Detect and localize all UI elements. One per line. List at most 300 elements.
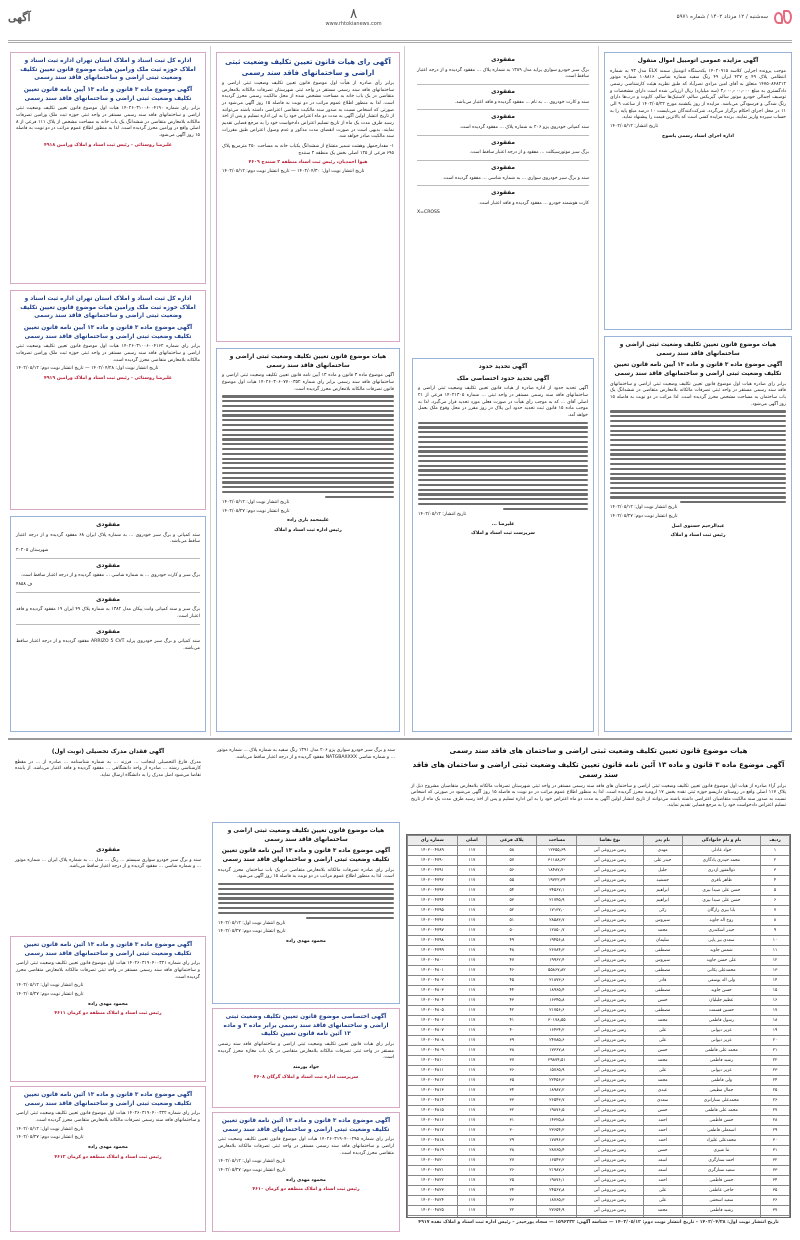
table-cell: ۵۱ <box>487 916 537 926</box>
table-cell: ۵۲ <box>487 906 537 916</box>
lost-heading: مفقودی <box>491 139 515 146</box>
table-cell: سعدی بیر پاپی <box>682 936 760 946</box>
table-cell: ۴۸ <box>487 946 537 956</box>
table-cell: ظاهر باقری <box>682 876 760 886</box>
table-cell: ۲۴۵۶۷٫۸ <box>537 1186 577 1196</box>
table-cell: ۵۵ <box>487 876 537 886</box>
table-cell: حاجی عاطفی <box>682 1186 760 1196</box>
table-cell: احمد <box>643 1116 682 1126</box>
table-cell: ۲۱ <box>761 1046 790 1056</box>
table-cell: ۱۴۰۲۰۰۴۷۹۰ <box>408 856 458 866</box>
table-cell: ۱۴۰۲۰۰۴۷۹۱ <box>408 866 458 876</box>
table-cell: زمین مزروعی آبی <box>577 1136 643 1146</box>
table-cell: زمین مزروعی آبی <box>577 916 643 926</box>
table-cell <box>537 1216 577 1219</box>
auction-signature: اداره اجرای اسناد رسمی یاسوج <box>662 133 734 139</box>
table-cell: ۱۱۷ <box>457 906 487 916</box>
column-header: شماره رای <box>408 836 458 846</box>
table-cell: ۴۵ <box>487 976 537 986</box>
newspaper-logo-icon <box>774 9 792 27</box>
table-cell: ۲۹۸۷۴٫۵۱ <box>537 1056 577 1066</box>
table-cell: ۱۱۷ <box>457 886 487 896</box>
table-cell: ۲۷ <box>487 1156 537 1166</box>
table-cell: سعید اسحقی <box>682 1196 760 1206</box>
table-cell: حیدر اسکندری <box>682 926 760 936</box>
table-cell <box>577 1216 643 1219</box>
table-cell: زمین مزروعی آبی <box>577 846 643 856</box>
notice-signer: علیمحمد باری زاده <box>287 518 329 524</box>
table-cell: ۵۸ <box>487 846 537 856</box>
table-cell: زمین مزروعی آبی <box>577 896 643 906</box>
kerman-date2: تاریخ انتشار نوبت دوم: ۱۴۰۲/۰۵/۲۷ <box>218 1168 286 1173</box>
table-cell: ۱۱۷ <box>457 1166 487 1176</box>
varamin-subtitle: آگهی موضوع ماده ۳ قانون و ماده ۱۳ آیین نامه قانون تعیین تکلیف وضعیت ثبتی اراضی و ساختمانهای فاقد سند رسمی <box>23 325 193 340</box>
kerman-date1: تاریخ انتشار نوبت اول: ۱۴۰۲/۰۵/۱۲ <box>16 983 84 989</box>
table-cell: ۶ <box>761 896 790 906</box>
lost-items-column <box>412 52 594 352</box>
notice-body: برابر رای صادره هیات اول موضوع قانون تعیین تکلیف وضعیت ثبتی اراضی و ساختمانهای فاقد سند رسمی مستقر در واحد ثبتی تصرفات مالکانه بلامعارض متقاضی در ششدانگ یک باب ساختمان به مساحت مشخص محرز گردیده است. لذا مراتب در دو نوبت به فاصله ۱۵ روز آگهی می‌شود. <box>610 381 786 407</box>
table-cell: ۱۴۰۲۰۰۴۸۲۲ <box>408 1176 458 1186</box>
boundary-date: تاریخ انتشار: ۱۴۰۲/۰۵/۱۲ <box>418 511 467 517</box>
table-cell: ۱۴۰۲۰۰۴۷۹۶ <box>408 916 458 926</box>
lost-item: کارت هوشمند خودرو ... مفقود گردیده و فاقد اعتبار است. <box>478 201 589 207</box>
table-cell: علی <box>643 1066 682 1076</box>
table-cell: ۲۳۶۵۴٫۲ <box>537 1126 577 1136</box>
column-header: نام و نام خانوادگی <box>682 836 760 846</box>
table-cell: ۱۱۷ <box>457 876 487 886</box>
table-cell: عزیز دیوانی <box>682 1026 760 1036</box>
boundary-signer: علیرضا ... <box>491 521 515 527</box>
table-cell: ۳ <box>761 866 790 876</box>
table-cell: ۱۱ <box>761 946 790 956</box>
table-cell: ۱۱۷ <box>457 846 487 856</box>
table-row <box>408 986 790 996</box>
table-cell: زمین مزروعی آبی <box>577 1076 643 1086</box>
table-cell: رشید فاطمی <box>682 1056 760 1066</box>
lost-notice-bottom <box>10 842 206 932</box>
table-cell: ۱۹۹۶۲٫۴ <box>537 956 577 966</box>
table-notice-body: برابر آراء صادره از هیات اول موضوع قانون تعیین تکلیف وضعیت ثبتی اراضی و ساختمان های فاقد سند رسمی مستقر در واحد ثبتی شهرستان تصرفات مالکانه بلامعارض متقاضیان مشروح ذیل از پلاک ۱۱۷ اصلی واقع در روستای داریسو حوزه ثبتی نقده بخش ۱۷ ارومیه محرز گردیده است. لذا به منظور اطلاع عموم مراتب در دو نوبت به فاصله ۱۵ روز آگهی می‌شود در صورتی که اشخاص نسبت به صدور سند مالکیت متقاضیان اعتراضی داشته باشند می‌توانند از تاریخ انتشار اولین آگهی به مدت دو ماه اعتراض خود را به این اداره تسلیم و پس از اخذ رسید ظرف مدت یک ماه از تاریخ تسلیم اعتراض دادخواست خود را به مرجع قضایی تقدیم نمایند. <box>411 783 787 809</box>
table-cell: علی <box>643 1196 682 1206</box>
kerman-notice-1 <box>10 936 206 1082</box>
kerman-date1: تاریخ انتشار نوبت اول: ۱۴۰۲/۰۵/۱۲ <box>218 1159 286 1165</box>
table-cell: حسن جاوید <box>682 986 760 996</box>
table-cell: ۲۱۸۷۳٫۶ <box>537 976 577 986</box>
varamin-notice-2 <box>10 290 206 510</box>
table-cell: ۱۶۴۳۴٫۲ <box>537 1026 577 1036</box>
table-cell: ۱۲۸۵۰٫۷ <box>537 926 577 936</box>
table-cell: ۱۱۷ <box>457 1066 487 1076</box>
table-cell: عبدی <box>643 1086 682 1096</box>
table-cell: ۱۴۰۲۰۰۴۸۰۳ <box>408 986 458 996</box>
site-url[interactable]: www.rhtokianews.com <box>325 21 382 28</box>
column-header: پلاک فرعی <box>487 836 537 846</box>
table-cell: ۳۲ <box>761 1156 790 1166</box>
table-cell: سلیمان <box>643 936 682 946</box>
lost-heading: مفقودی <box>491 190 515 197</box>
kerman-signer-title: رئیس ثبت اسناد و املاک منطقه دو کرمان ۴۶۱۰ <box>252 1187 360 1193</box>
table-row <box>408 1056 790 1066</box>
lost-item: سند کمپانی و برگ سبز خودروی ... به شماره پلاک ایران ۶۸ مفقود گردیده و از درجه اعتبار ساقط می‌باشد. <box>16 532 200 545</box>
table-cell: ۴ <box>761 876 790 886</box>
table-cell: ۴۷ <box>487 956 537 966</box>
table-cell: جلیل <box>643 866 682 876</box>
table-cell: سیروس <box>643 956 682 966</box>
kerman-signer: محمود مهدی زاده <box>286 1177 326 1183</box>
table-cell: ۱۱۷ <box>457 1106 487 1116</box>
table-cell: ۳۰۱۷۸٫۵۵ <box>537 1016 577 1026</box>
table-cell: زمین مزروعی آبی <box>577 906 643 916</box>
table-row <box>408 856 790 866</box>
table-cell: زمین مزروعی آبی <box>577 1116 643 1126</box>
table-cell: ۴۴ <box>487 986 537 996</box>
table-cell: جواد عادلی <box>682 846 760 856</box>
table-cell: ۲۶ <box>761 1096 790 1106</box>
vote-body: برابر رأی صادره از هیأت اول موضوع قانون تعیین تکلیف وضعیت ثبتی اراضی و ساختمانهای فاقد سند رسمی مستقر در واحد ثبتی شهرستان تصرفات مالکانه بلامعارض متقاضی در یک باب خانه به مساحت مشخص شده از محل مالکیت رسمی محرز گردیده است. لذا به منظور اطلاع عموم مراتب در دو نوبت به فاصله ۱۵ روز آگهی می‌شود در صورتی که اشخاص نسبت به صدور سند مالکیت متقاضی اعتراضی داشته باشند می‌توانند از تاریخ انتشار اولین آگهی به مدت دو ماه اعتراض خود را به این اداره تسلیم و پس از اخذ رسید ظرف مدت یک ماه از تاریخ تسلیم اعتراض دادخواست خود را به مرجع قضایی تقدیم نمایند. بدیهی است در صورت انقضای مدت مذکور و عدم وصول اعتراض طبق مقررات سند مالکیت صادر خواهد شد. <box>222 81 394 140</box>
varamin-subtitle: آگهی موضوع ماده ۳ قانون و ماده ۱۳ آیین نامه قانون تعیین تکلیف وضعیت ثبتی اراضی و ساختمانهای فاقد سند رسمی <box>23 87 193 102</box>
table-cell: ۳۳ <box>487 1096 537 1106</box>
column-header: مساحت <box>537 836 577 846</box>
lost-item: برگ سبز موتورسیکلت ... مفقود و از درجه اعتبار ساقط است. <box>469 150 589 156</box>
table-cell: ۱۴۳۲۵٫۸ <box>537 1116 577 1126</box>
kerman-body: برابر رای شماره ۱۴۰۲۶۰۳۱۹۰۴۰۰۲۹۵ هیات اول موضوع قانون تعیین تکلیف وضعیت ثبتی اراضی و ساختمانهای فاقد سند رسمی مستقر در واحد ثبتی تصرفات مالکانه بلامعارض متقاضی محرز گردیده است. <box>218 1137 394 1156</box>
kerman-date2: تاریخ انتشار نوبت دوم: ۱۴۰۲/۰۵/۲۷ <box>16 1135 84 1141</box>
table-cell: ۳۷ <box>761 1206 790 1216</box>
notice-title: هیات موضوع قانون تعیین تکلیف وضعیت ثبتی اراضی و ساختمانهای فاقد سند رسمی <box>619 342 777 357</box>
table-cell: مصطفی <box>643 966 682 976</box>
table-cell: ۴۰ <box>487 1026 537 1036</box>
notice-date2: تاریخ انتشار نوبت دوم: ۱۴۰۲/۰۵/۲۷ <box>610 514 678 520</box>
vote-title: آگهی رای هیات قانون تعیین تکلیف وضعیت ثبتی اراضی و ساختمانهای فاقد سند رسمی <box>225 58 391 77</box>
notice-date2: تاریخ انتشار نوبت دوم: ۱۴۰۲/۰۵/۲۷ <box>218 929 286 935</box>
table-cell: ۳۳ <box>761 1166 790 1176</box>
table-cell: زمین مزروعی آبی <box>577 1096 643 1106</box>
varamin-body: برابر رای شماره ۱۴۰۲۶۰۳۱۰۰۶۰۰۴۱۹۰ هیات اول موضوع قانون تعیین تکلیف وضعیت ثبتی اراضی و ساختمانهای فاقد سند رسمی مستقر در واحد ثبتی حوزه ثبت ملک ورامین تصرفات مالکانه بلامعارض متقاضی در ششدانگ یک باب خانه به مساحت مشخص از پلاک ۱۱۱ فرعی از ۸ اصلی واقع در ورامین محرز گردیده است. لذا به منظور اطلاع عموم مراتب در دو نوبت به فاصله ۱۵ روز آگهی می‌شود. <box>16 106 201 139</box>
table-cell: ۱۴۰۲۰۰۴۸۰۷ <box>408 1026 458 1036</box>
table-cell: سیروس <box>643 916 682 926</box>
table-cell: ۱۱۷ <box>457 1026 487 1036</box>
table-row <box>408 1216 790 1219</box>
vote-notice-sanandaj <box>216 52 400 342</box>
table-cell: ۱۴۰۲۰۰۴۸۰۰ <box>408 956 458 966</box>
table-cell: زمین مزروعی آبی <box>577 976 643 986</box>
table-cell: ۱۶۵۴۳٫۲ <box>537 1156 577 1166</box>
table-cell: ۲۸ <box>487 1146 537 1156</box>
table-cell <box>761 1216 790 1219</box>
hiyat-notice-col1 <box>604 336 792 732</box>
notice-signer-title: رئیس ثبت اسناد و املاک <box>670 533 726 539</box>
table-cell: عظیم جلیلیان <box>682 996 760 1006</box>
table-cell: ۳۸ <box>487 1046 537 1056</box>
table-cell: زمین مزروعی آبی <box>577 996 643 1006</box>
table-cell: ۴۶ <box>487 966 537 976</box>
table-cell: زمین مزروعی آبی <box>577 1056 643 1066</box>
table-cell: ۳۰ <box>487 1126 537 1136</box>
table-cell: ۱۴۰۲۰۰۴۷۹۹ <box>408 946 458 956</box>
lost-heading: مفقودی <box>96 522 120 528</box>
table-cell: زمین مزروعی آبی <box>577 1206 643 1216</box>
page-number: ٨ <box>349 6 358 23</box>
table-cell: ۱۴۰۲۰۰۴۸۱۶ <box>408 1116 458 1126</box>
table-cell: ۱۱۷ <box>457 1196 487 1206</box>
table-cell: رسول فاطمی <box>682 1016 760 1026</box>
table-cell: زمین مزروعی آبی <box>577 1196 643 1206</box>
varamin-body: برابر رای شماره ۱۴۰۲۶۰۳۱۰۰۶۰۰۴۱۶۲ هیات اول موضوع قانون تعیین تکلیف وضعیت ثبتی اراضی و ساختمانهای فاقد سند رسمی مستقر در واحد ثبتی حوزه ثبت ملک ورامین تصرفات مالکانه بلامعارض متقاضی محرز گردیده است. <box>16 344 201 363</box>
table-cell: احمد <box>643 1126 682 1136</box>
table-cell: سعید ستارگری <box>682 1166 760 1176</box>
table-cell: اسعد <box>643 1156 682 1166</box>
table-row <box>408 1106 790 1116</box>
table-cell: ۱۴۰۲۰۰۴۷۹۴ <box>408 896 458 906</box>
varamin-title: اداره کل ثبت اسناد و املاک استان تهران اداره ثبت اسناد و املاک حوزه ثبت ملک ورامین هیات موضوع قانون تعیین تکلیف وضعیت ثبتی اراضی و ساختمانهای فاقد سند رسمی <box>20 58 196 82</box>
boundary-body-lines <box>418 422 588 510</box>
table-cell: ۱۱۷ <box>457 1006 487 1016</box>
section-divider <box>8 738 792 740</box>
table-cell: ۱۴۰۲۰۰۴۸۲۴ <box>408 1196 458 1206</box>
table-row <box>408 1066 790 1076</box>
hiyat-notice-col3 <box>216 348 400 732</box>
table-cell: حیدر علی <box>643 856 682 866</box>
table-cell: ۳۷ <box>487 1056 537 1066</box>
table-cell: ۳۵ <box>487 1076 537 1086</box>
gorgan-signer-title: سرپرست اداره ثبت اسناد و املاک گرگان ۴۶۰۸ <box>253 1074 359 1080</box>
table-cell: ذوالفقور اژدری <box>682 866 760 876</box>
lost-items-box <box>10 516 206 732</box>
notice-subtitle: آگهی موضوع ماده ۳ قانون و ماده ۱۳ آیین نامه قانون تعیین تکلیف وضعیت ثبتی اراضی و ساختمانهای فاقد سند رسمی <box>613 362 783 378</box>
table-cell: حسن <box>643 1146 682 1156</box>
lost-item: برگ سبز و کارت خودروی ... به شماره شاسی ... مفقود گردیده و از درجه اعتبار ساقط است. <box>20 573 200 579</box>
table-header-row <box>408 836 790 846</box>
table-cell: ۱۱۷ <box>457 956 487 966</box>
table-cell: ۳۵ <box>761 1186 790 1196</box>
table-cell: زمین مزروعی آبی <box>577 1026 643 1036</box>
table-cell: ۲۸ <box>761 1116 790 1126</box>
table-cell: مهدی <box>643 846 682 856</box>
lost-code: X=CROSS <box>417 209 440 215</box>
table-cell: ۱۱۷ <box>457 1056 487 1066</box>
table-cell: عزیز دیوانی <box>682 1036 760 1046</box>
table-cell: ۱۸۹۶۵٫۴ <box>537 986 577 996</box>
table-cell: ۱۱۷ <box>457 1036 487 1046</box>
section-title: آگهی <box>8 11 31 25</box>
table-cell: زمین مزروعی آبی <box>577 926 643 936</box>
table-cell: علی <box>643 1186 682 1196</box>
table-cell: ۱۲۳۵۵٫۶۹ <box>537 846 577 856</box>
table-row <box>408 946 790 956</box>
table-cell: زمین مزروعی آبی <box>577 876 643 886</box>
table-cell: زمین مزروعی آبی <box>577 1066 643 1076</box>
table-notice-subtitle: آگهی موضوع ماده ۳ قانون و ماده ۱۳ آئین نامه قانون تعیین تکلیف وضعیت ثبتی اراضی و ساختمان های فاقد سند رسمی <box>412 760 785 779</box>
lost-item: برگ سبز و سند کمپانی وانت پیکان مدل ۱۳۸۲ به شماره پلاک ۴۹ ایران ۱۹ مفقود گردیده و فاقد اعتبار است. <box>16 607 201 619</box>
kerman-date2: تاریخ انتشار نوبت دوم: ۱۴۰۲/۰۵/۲۷ <box>16 992 84 997</box>
kerman-title: آگهی موضوع ماده ۳ قانون و ماده ۱۳ آئین نامه قانون تعیین تکلیف وضعیت ثبتی اراضی و ساختمانهای فاقد سند رسمی <box>221 1118 391 1133</box>
table-cell: ۸ <box>761 916 790 926</box>
table-cell: علی <box>643 1026 682 1036</box>
auction-title: آگهی مزایده عمومی اتومبیل اموال منقول <box>637 58 759 64</box>
table-cell: ۱۴۰۲۰۰۴۸۰۸ <box>408 1036 458 1046</box>
table-cell: ۱۴۰۲۰۰۴۸۲۳ <box>408 1186 458 1196</box>
table-cell: ۲۶۵۴۳٫۷ <box>537 1096 577 1106</box>
table-cell: ۱۴۰۲۰۰۴۸۰۲ <box>408 976 458 986</box>
table-cell: ۲۶ <box>487 1166 537 1176</box>
table-row <box>408 1036 790 1046</box>
table-cell: حسن <box>643 996 682 1006</box>
table-row <box>408 1076 790 1086</box>
table-cell: ۱۱۷ <box>457 1076 487 1086</box>
notice-date1: تاریخ انتشار نوبت اول: ۱۴۰۲/۰۵/۱۲ <box>222 499 290 505</box>
table-cell: ۵۷ <box>487 856 537 866</box>
table-cell: ۱۴۰۲۰۰۴۸۱۲ <box>408 1076 458 1086</box>
table-cell: ۱۱۷ <box>457 1016 487 1026</box>
table-cell: زمین مزروعی آبی <box>577 1166 643 1176</box>
lost-vehicle-body: سند و برگ سبز خودرو سواری پژو ۲۰۶ مدل ۱۳۹۱ رنگ سفید به شماره پلاک ... شماره موتور ... و شماره شاسی NATGBAXXXX مفقود گردیده و از درجه اعتبار ساقط می‌باشد. <box>217 748 395 760</box>
varamin-notice-1 <box>10 52 206 284</box>
table-cell: ۱۱۷ <box>457 946 487 956</box>
table-cell: ۱۱۷ <box>457 866 487 876</box>
table-cell: ۲۴۷۸۵٫۶ <box>537 1036 577 1046</box>
notice-signer-title: رئیس اداره ثبت اسناد و املاک <box>274 527 342 533</box>
varamin-signature: علیرضا روستائی - رئیس ثبت اسناد و املاک ورامین ۴۹۱۹ <box>43 376 173 382</box>
auction-date: تاریخ انتشار: ۱۴۰۲/۰۵/۱۲ <box>610 123 659 129</box>
table-cell: ۱۹۸۷۶٫۱ <box>537 1176 577 1186</box>
table-cell: زمین مزروعی آبی <box>577 956 643 966</box>
table-cell: ۱۱۷ <box>457 1156 487 1166</box>
table-row <box>408 896 790 906</box>
table-row <box>408 996 790 1006</box>
table-row <box>408 966 790 976</box>
table-cell: ۱۱۷ <box>457 1126 487 1136</box>
table-cell: زمین مزروعی آبی <box>577 1126 643 1136</box>
table-cell: روح اله جاوید <box>682 916 760 926</box>
kerman-signer: محمود مهدی زاده <box>88 1001 128 1007</box>
lost-heading: مفقودی <box>96 847 120 853</box>
table-cell: ۱۱۷ <box>457 976 487 986</box>
table-row <box>408 1206 790 1216</box>
notice-subtitle: آگهی موضوع ماده ۳ قانون و ماده ۱۳ آیین نامه قانون تعیین تکلیف وضعیت ثبتی اراضی و ساختمانهای فاقد سند رسمی <box>221 848 391 864</box>
kerman-title: آگهی موضوع ماده ۳ قانون و ماده ۱۳ آئین نامه قانون تعیین تکلیف وضعیت ثبتی اراضی و ساختمانهای فاقد سند رسمی <box>23 942 193 957</box>
table-cell: محمد علی فاطمی <box>682 1046 760 1056</box>
table-cell: اسمعلی فاطمی <box>682 1126 760 1136</box>
kerman-notice-2 <box>10 1086 206 1232</box>
table-cell: ۲۲ <box>487 1206 537 1216</box>
table-cell: حسین قسمت <box>682 1006 760 1016</box>
table-cell: ۱۸۹۸۷٫۲ <box>537 1086 577 1096</box>
table-cell: ۳۴ <box>487 1086 537 1096</box>
table-row <box>408 1006 790 1016</box>
table-cell: ۳۶ <box>761 1196 790 1206</box>
table-cell: محمدعلی ستاراتری <box>682 1096 760 1106</box>
table-cell: ۲۸۵۸۳٫۷ <box>537 916 577 926</box>
varamin-title: اداره کل ثبت اسناد و املاک استان تهران اداره ثبت اسناد و املاک حوزه ثبت ملک ورامین هیات موضوع قانون تعیین تکلیف وضعیت ثبتی اراضی و ساختمانهای فاقد سند رسمی <box>20 296 196 320</box>
lost-code: ف ۴۸۵۸ <box>16 582 33 587</box>
issue-line: سه‌شنبه / ۱۲ مرداد ۱۴۰۲ / شماره ۵۹۷۱ <box>676 14 768 21</box>
gorgan-notice <box>212 1008 400 1108</box>
table-cell: ۲۳ <box>761 1066 790 1076</box>
table-cell: ۱۹ <box>761 1026 790 1036</box>
table-cell: احمد <box>643 1176 682 1186</box>
table-row <box>408 906 790 916</box>
table-cell: ۱۹۷۲۲٫۳۴ <box>537 876 577 886</box>
table-cell: حسن <box>643 1046 682 1056</box>
table-row <box>408 926 790 936</box>
table-cell <box>682 1216 760 1219</box>
column-header: نوع تقاضا <box>577 836 643 846</box>
notice-body-lines <box>222 395 394 498</box>
table-cell: زمین مزروعی آبی <box>577 1176 643 1186</box>
table-cell: محمد <box>643 1056 682 1066</box>
auction-body: موجب پرونده اجرایی کلاسه ۱۴۰۲۰۹۱۵ یکدستگاه اتومبیل سمند ELX مدل ۹۳ به شماره انتظامی پلاک ۴۹ ج ۴۲۷ ایران ۴۹ رنگ سفید شماره شاسی ۱۰۸۸۱۶ شماره موتور ۱۴۷۵۰۸۴۸۲۱۲ متعلق به آقای امین مرادی نصرآباد که طبق نظریه هیئت کارشناسی رسمی دادگستری به مبلغ ۳٫۰۰۰٫۰۰۰٫۰۰۰ (سه میلیارد) ریال ارزیابی شده است دارای مشخصات و توصیف اجمالی خودرو موتور سالم، گیربکس سالم، لاستیک‌ها سالم، کاپوت و درب‌ها دارای رنگ شدگی و فرسودگی می‌باشد. مزایده از روز یکشنبه مورخ ۱۴۰۲/۰۵/۲۲ از ساعت ۹ الی ۱۱ در محل اجرای احکام برگزار می‌گردد. شرکت‌کنندگان می‌بایست ۱۰ درصد مبلغ پایه را به حساب سپرده واریز نمایند. برنده مزایده کسی است که بالاترین قیمت را پیشنهاد نماید. <box>610 68 787 121</box>
table-cell: ۲۱۹۸۷٫۶ <box>537 1166 577 1176</box>
table-cell <box>643 1216 682 1219</box>
masthead-right <box>677 9 792 27</box>
table-cell: ۱۴۰۲۰۰۴۸۱۱ <box>408 1066 458 1076</box>
table-cell: ۱۱۷ <box>457 1206 487 1216</box>
auction-notice <box>604 52 792 330</box>
notice-signer: محمود مهدی زاده <box>286 939 326 945</box>
table-cell: ۱۱۷ <box>457 926 487 936</box>
column-header: نام پدر <box>643 836 682 846</box>
table-cell: ۵۵۸۶۷٫۸۲ <box>537 966 577 976</box>
table-row <box>408 1166 790 1176</box>
table-cell: ۱۸ <box>761 1016 790 1026</box>
table-cell: ۱۴۰۲۰۰۴۸۲۰ <box>408 1156 458 1166</box>
table-row <box>408 1146 790 1156</box>
table-cell: زمین مزروعی آبی <box>577 946 643 956</box>
table-cell: ۲۴ <box>761 1076 790 1086</box>
table-cell: زکی <box>643 906 682 916</box>
table-cell: ۱۴۰۲۰۰۴۷۹۲ <box>408 876 458 886</box>
table-cell: ۱۴۰۲۰۰۴۷۹۸ <box>408 936 458 946</box>
column-divider <box>210 46 211 736</box>
table-row <box>408 866 790 876</box>
table-cell: علی <box>643 1036 682 1046</box>
table-row <box>408 1026 790 1036</box>
table-cell: زمین مزروعی آبی <box>577 1016 643 1026</box>
table-row <box>408 876 790 886</box>
table-cell: ۱۷ <box>761 1006 790 1016</box>
table-cell: ۳۶ <box>487 1066 537 1076</box>
table-cell: حسن فاطمی <box>682 1176 760 1186</box>
gorgan-body: برابر رای هیات قانون تعیین تکلیف وضعیت ثبتی اراضی و ساختمانهای فاقد سند رسمی مستقر در واحد ثبتی تصرفات مالکانه بلامعارض متقاضی در یک باب مغازه محرز گردیده است. <box>218 1042 394 1061</box>
table-cell: ۲۱۷۴۵٫۹ <box>537 896 577 906</box>
notice-body-lines <box>218 883 394 919</box>
table-cell: مصطفی <box>643 946 682 956</box>
notice-date1: تاریخ انتشار نوبت اول: ۱۴۰۲/۰۵/۱۲ <box>610 505 678 511</box>
table-cell: محمدعلی یکانی <box>682 966 760 976</box>
table-row <box>408 1176 790 1186</box>
table-cell: ۳۲ <box>487 1106 537 1116</box>
kerman-body: برابر رای شماره ۱۴۰۲۶۰۳۱۹۰۴۰۰۳۲۱ هیات اول موضوع قانون تعیین تکلیف وضعیت ثبتی اراضی و ساختمانهای فاقد سند رسمی مستقر در واحد ثبتی تصرفات مالکانه بلامعارض متقاضی محرز گردیده است. <box>16 961 200 980</box>
table-cell: ۱۱۷ <box>457 1086 487 1096</box>
lost-vehicle-notice <box>212 744 400 818</box>
column-divider <box>404 46 405 736</box>
table-cell: محمد <box>643 926 682 936</box>
masthead-center <box>326 7 382 28</box>
table-cell: حسن <box>643 1106 682 1116</box>
table-cell: ۱۴ <box>761 976 790 986</box>
gorgan-signer: جواد پورمند <box>292 1065 320 1071</box>
lost-heading: مفقودی <box>491 114 515 121</box>
vote-dates: تاریخ انتشار نوبت اول: ۱۴۰۲/۰۴/۳۰ — تاریخ انتشار نوبت دوم: ۱۴۰۲/۰۵/۱۲ <box>222 168 365 174</box>
hiyat-notice-bottom <box>212 822 400 1004</box>
table-cell: بابا بیری زارگان <box>682 906 760 916</box>
table-cell: ۴۳ <box>487 996 537 1006</box>
table-row <box>408 1186 790 1196</box>
table-cell: ۵۶ <box>487 866 537 876</box>
table-cell: ۱۴۰۲۰۰۴۸۱۷ <box>408 1126 458 1136</box>
table-row <box>408 886 790 896</box>
table-row <box>408 956 790 966</box>
